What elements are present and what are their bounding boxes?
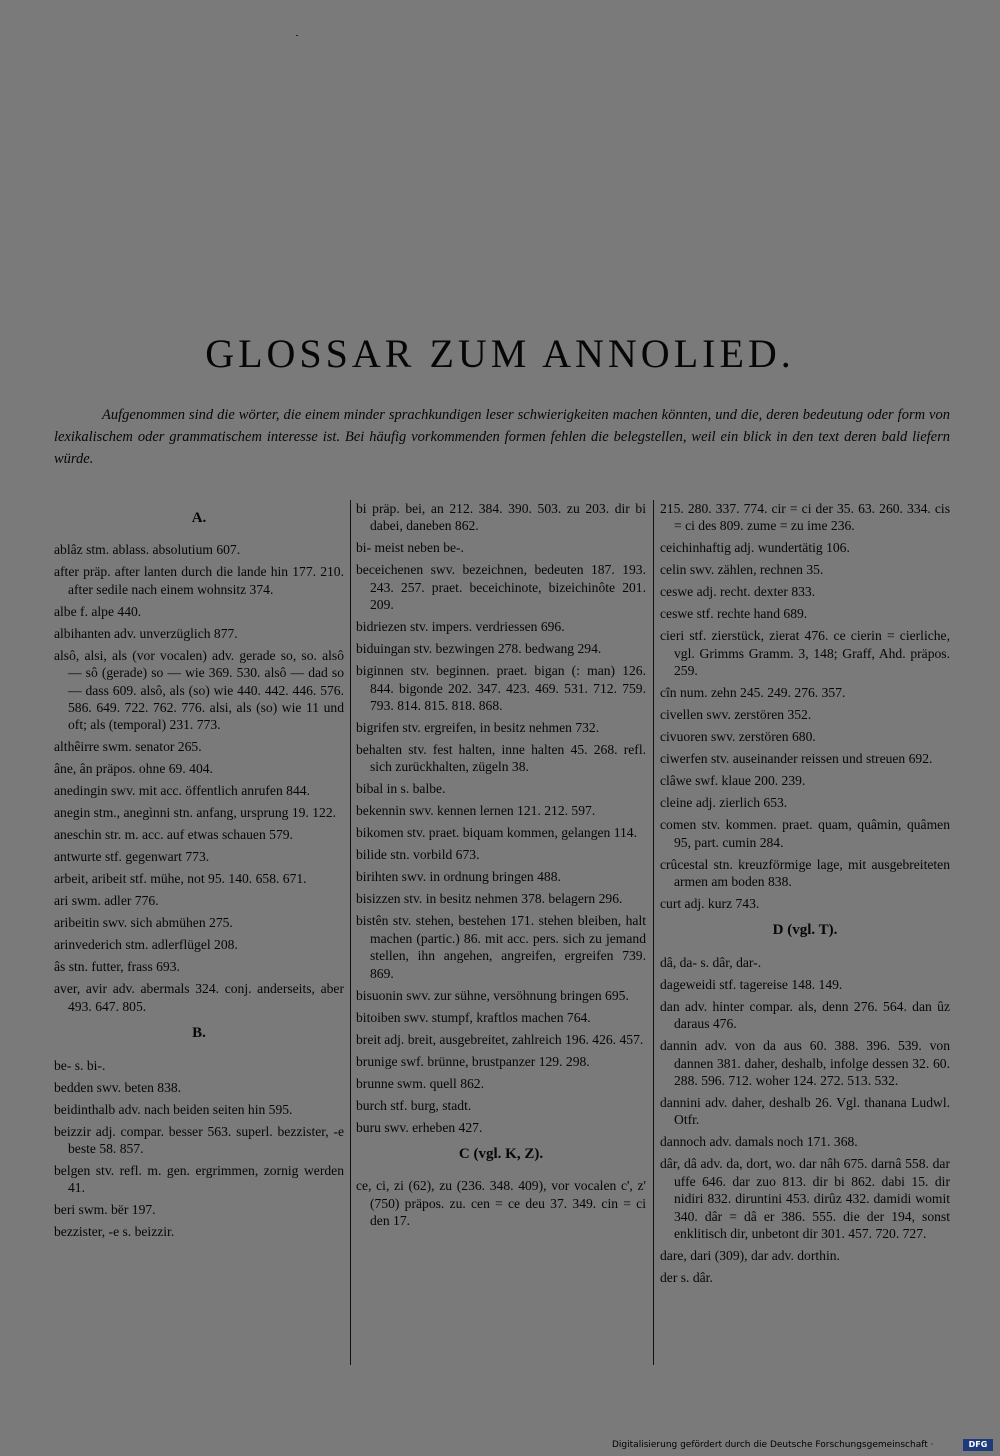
footer-credit: Digitalisierung gefördert durch die Deutsche Forschungsgemeinschaft · [612, 1440, 934, 1450]
glossary-entry: biginnen stv. beginnen. praet. bigan (: man) 126. 844. bigonde 202. 347. 423. 469. 531. 712. 759. 793. 814. 815. 818. 868. [356, 663, 646, 714]
glossary-entry: bibal in s. balbe. [356, 781, 446, 797]
glossary-entry: bezzister, -e s. beizzir. [54, 1224, 175, 1240]
glossary-entry: belgen stv. refl. m. gen. ergrimmen, zornig werden 41. [54, 1163, 344, 1196]
glossary-entry: bi- meist neben be-. [356, 540, 464, 556]
intro-paragraph: Aufgenommen sind die wörter, die einem minder sprachkundigen leser schwierigkeiten machen könnten, und die, deren bedeutung oder form von lexikalischem oder grammatischem interesse ist. Bei häufig vorkommenden formen fehlen die belegstellen, weil ein blick in den text deren bald liefern würde. [54, 407, 950, 467]
glossary-entry: civellen swv. zerstören 352. [660, 707, 812, 723]
glossary-entry: be- s. bi-. [54, 1057, 106, 1073]
glossary-entry: dâ, da- s. dâr, dar-. [660, 954, 762, 970]
glossary-entry: beidinthalb adv. nach beiden seiten hin 595. [54, 1101, 293, 1117]
glossary-entry: althêirre swm. senator 265. [54, 739, 202, 755]
glossary-entry: beizzir adj. compar. besser 563. superl. bezzister, -e beste 58. 857. [54, 1123, 344, 1157]
glossary-entry: der s. dâr. [660, 1270, 713, 1286]
glossary-column-1 [54, 500, 344, 1245]
glossary-entry: biduingan stv. bezwingen 278. bedwang 294. [356, 641, 602, 657]
glossary-entry: ceswe stf. rechte hand 689. [660, 606, 808, 622]
glossary-entry: bekennin swv. kennen lernen 121. 212. 597. [356, 803, 596, 819]
glossary-entry: behalten stv. fest halten, inne halten 45. 268. refl. sich zurückhalten, zügeln 38. [356, 742, 646, 775]
glossary-entry: buru swv. erheben 427. [356, 1119, 483, 1135]
glossary-entry: dannini adv. daher, deshalb 26. Vgl. thanana Ludwl. Otfr. [660, 1095, 950, 1128]
glossary-entry: dannin adv. von da aus 60. 388. 396. 539. von dannen 381. daher, deshalb, infolge dessen 32. 60. 288. 596. 712. woher 124. 272. 513. 532. [660, 1038, 950, 1089]
glossary-entry: bidriezen stv. impers. verdriessen 696. [356, 619, 565, 635]
stray-mark [296, 35, 298, 36]
glossary-entry: ciwerfen stv. auseinander reissen und streuen 692. [660, 751, 933, 767]
glossary-entry: ceswe adj. recht. dexter 833. [660, 584, 816, 600]
glossary-entry: civuoren swv. zerstören 680. [660, 729, 816, 745]
glossary-entry: aribeitin swv. sich abmühen 275. [54, 915, 233, 931]
glossary-entry: arbeit, aribeit stf. mühe, not 95. 140. 658. 671. [54, 871, 307, 887]
glossary-entry: crûcestal stn. kreuzförmige lage, mit ausgebreiteten armen am boden 838. [660, 856, 950, 890]
glossary-entry: ablâz stm. ablass. absolutium 607. [54, 542, 241, 558]
glossary-entry: curt adj. kurz 743. [660, 896, 760, 912]
glossary-entry: aver, avir adv. abermals 324. conj. anderseits, aber 493. 647. 805. [54, 981, 344, 1014]
glossary-entry: bitoiben swv. stumpf, kraftlos machen 764. [356, 1009, 591, 1025]
glossary-entry: bistên stv. stehen, bestehen 171. stehen bleiben, halt machen (partic.) 86. mit acc. pers. sich zu jemand stellen, ihn angehen, angreifen, ergreifen 739. 869. [356, 913, 646, 981]
page-title: GLOSSAR ZUM ANNOLIED. [205, 331, 795, 376]
glossary-entry: aneschin str. m. acc. auf etwas schauen 579. [54, 827, 293, 843]
glossary-entry: albe f. alpe 440. [54, 603, 142, 619]
glossary-entry: dannoch adv. damals noch 171. 368. [660, 1134, 858, 1150]
glossary-entry: brunige swf. brünne, brustpanzer 129. 298. [356, 1053, 590, 1069]
glossary-entry: anegin stm., anegìnni stn. anfang, ursprung 19. 122. [54, 805, 337, 821]
section-letter-heading: B. [192, 1025, 206, 1042]
glossary-entry: albihanten adv. unverzüglich 877. [54, 625, 238, 641]
glossary-entry: after präp. after lanten durch die lande hin 177. 210. after sedile nach einem wohnsitz 374. [54, 564, 344, 597]
glossary-entry: brunne swm. quell 862. [356, 1075, 484, 1091]
glossary-entry: alsô, alsi, als (vor vocalen) adv. gerade so, so. alsô — sô (gerade) so — wie 369. 530. alsô — dad so — dass 609. alsô, als (so) wie 440. 442. 446. 576. 586. 649. 722. 762. 776. alsi, als (so) wie 11 und oft; als (temporal) 231. 773. [54, 647, 344, 733]
glossary-column-3 [660, 500, 950, 1291]
glossary-entry: bikomen stv. praet. biquam kommen, gelangen 114. [356, 825, 638, 841]
glossary-entry: birihten swv. in ordnung bringen 488. [356, 869, 561, 885]
glossary-entry: bi präp. bei, an 212. 384. 390. 503. zu 203. dir bi dabei, daneben 862. [356, 501, 646, 534]
glossary-entry: cîn num. zehn 245. 249. 276. 357. [660, 685, 846, 701]
glossary-entry: 215. 280. 337. 774. cir = ci der 35. 63. 260. 334. cis = ci des 809. zume = zu ime 236. [660, 501, 950, 534]
section-letter-heading: A. [191, 510, 207, 526]
glossary-entry: âs stn. futter, frass 693. [54, 959, 180, 975]
glossary-entry: breit adj. breit, ausgebreitet, zahlreich 196. 426. 457. [356, 1031, 644, 1047]
glossary-entry: ari swm. adler 776. [54, 893, 159, 909]
dfg-logo: DFG [963, 1439, 993, 1451]
glossary-entry: bigrifen stv. ergreifen, in besitz nehmen 732. [356, 720, 600, 736]
glossary-entry: beri swm. bër 197. [54, 1202, 156, 1218]
glossary-entry: celin swv. zählen, rechnen 35. [660, 562, 824, 578]
column-divider [350, 500, 351, 1365]
glossary-entry: burch stf. burg, stadt. [356, 1097, 472, 1113]
column-divider [653, 500, 654, 1365]
glossary-entry: dan adv. hinter compar. als, denn 276. 564. dan ûz daraus 476. [660, 998, 950, 1032]
glossary-entry: arinvederich stm. adlerflügel 208. [54, 937, 238, 953]
glossary-entry: beceichenen swv. bezeichnen, bedeuten 187. 193. 243. 257. praet. beceichinote, bizeichinôte 201. 209. [356, 562, 646, 613]
glossary-entry: clâwe swf. klaue 200. 239. [660, 773, 806, 789]
glossary-entry: anedingin swv. mit acc. öffentlich anrufen 844. [54, 783, 310, 799]
glossary-entry: cleine adj. zierlich 653. [660, 795, 788, 811]
glossary-entry: cieri stf. zierstück, zierat 476. ce cierin = cierliche, vgl. Grimms Gramm. 3, 148; Graff, Ahd. präpos. 259. [660, 628, 950, 679]
glossary-entry: dare, dari (309), dar adv. dorthin. [660, 1248, 840, 1264]
glossary-column-2 [356, 500, 646, 1234]
glossary-entry: âne, ân präpos. ohne 69. 404. [54, 761, 213, 777]
glossary-entry: bedden swv. beten 838. [54, 1079, 182, 1095]
glossary-entry: ceichinhaftig adj. wundertätig 106. [660, 540, 850, 556]
glossary-entry: dageweidi stf. tagereise 148. 149. [660, 976, 843, 992]
glossary-entry: bisizzen stv. in besitz nehmen 378. belagern 296. [356, 891, 623, 907]
glossary-entry: antwurte stf. gegenwart 773. [54, 849, 210, 865]
glossary-entry: dâr, dâ adv. da, dort, wo. dar nâh 675. darnâ 558. dar uffe 646. dar zuo 813. dir bi 862. dabi 15. dir nidiri 832. diruntini 453. dirûz 432. damidi womit 340. dâr = dâ er 386. 555. die der 194, sonst enklitisch dir, unbetont dir 301. 457. 720. 727. [660, 1156, 950, 1242]
glossary-entry: ce, ci, zi (62), zu (236. 348. 409), vor vocalen c', z' (750) präpos. zu. cen = ce deu 37. 349. cin = ci den 17. [356, 1178, 646, 1229]
section-letter-heading: D (vgl. T). [772, 922, 838, 939]
glossary-entry: comen stv. kommen. praet. quam, quâmin, quâmen 95, part. cumin 284. [660, 817, 950, 850]
section-letter-heading: C (vgl. K, Z). [458, 1146, 544, 1163]
glossary-entry: bisuonin swv. zur sühne, versöhnung bringen 695. [356, 987, 629, 1003]
glossary-entry: bilide stn. vorbild 673. [356, 847, 480, 863]
